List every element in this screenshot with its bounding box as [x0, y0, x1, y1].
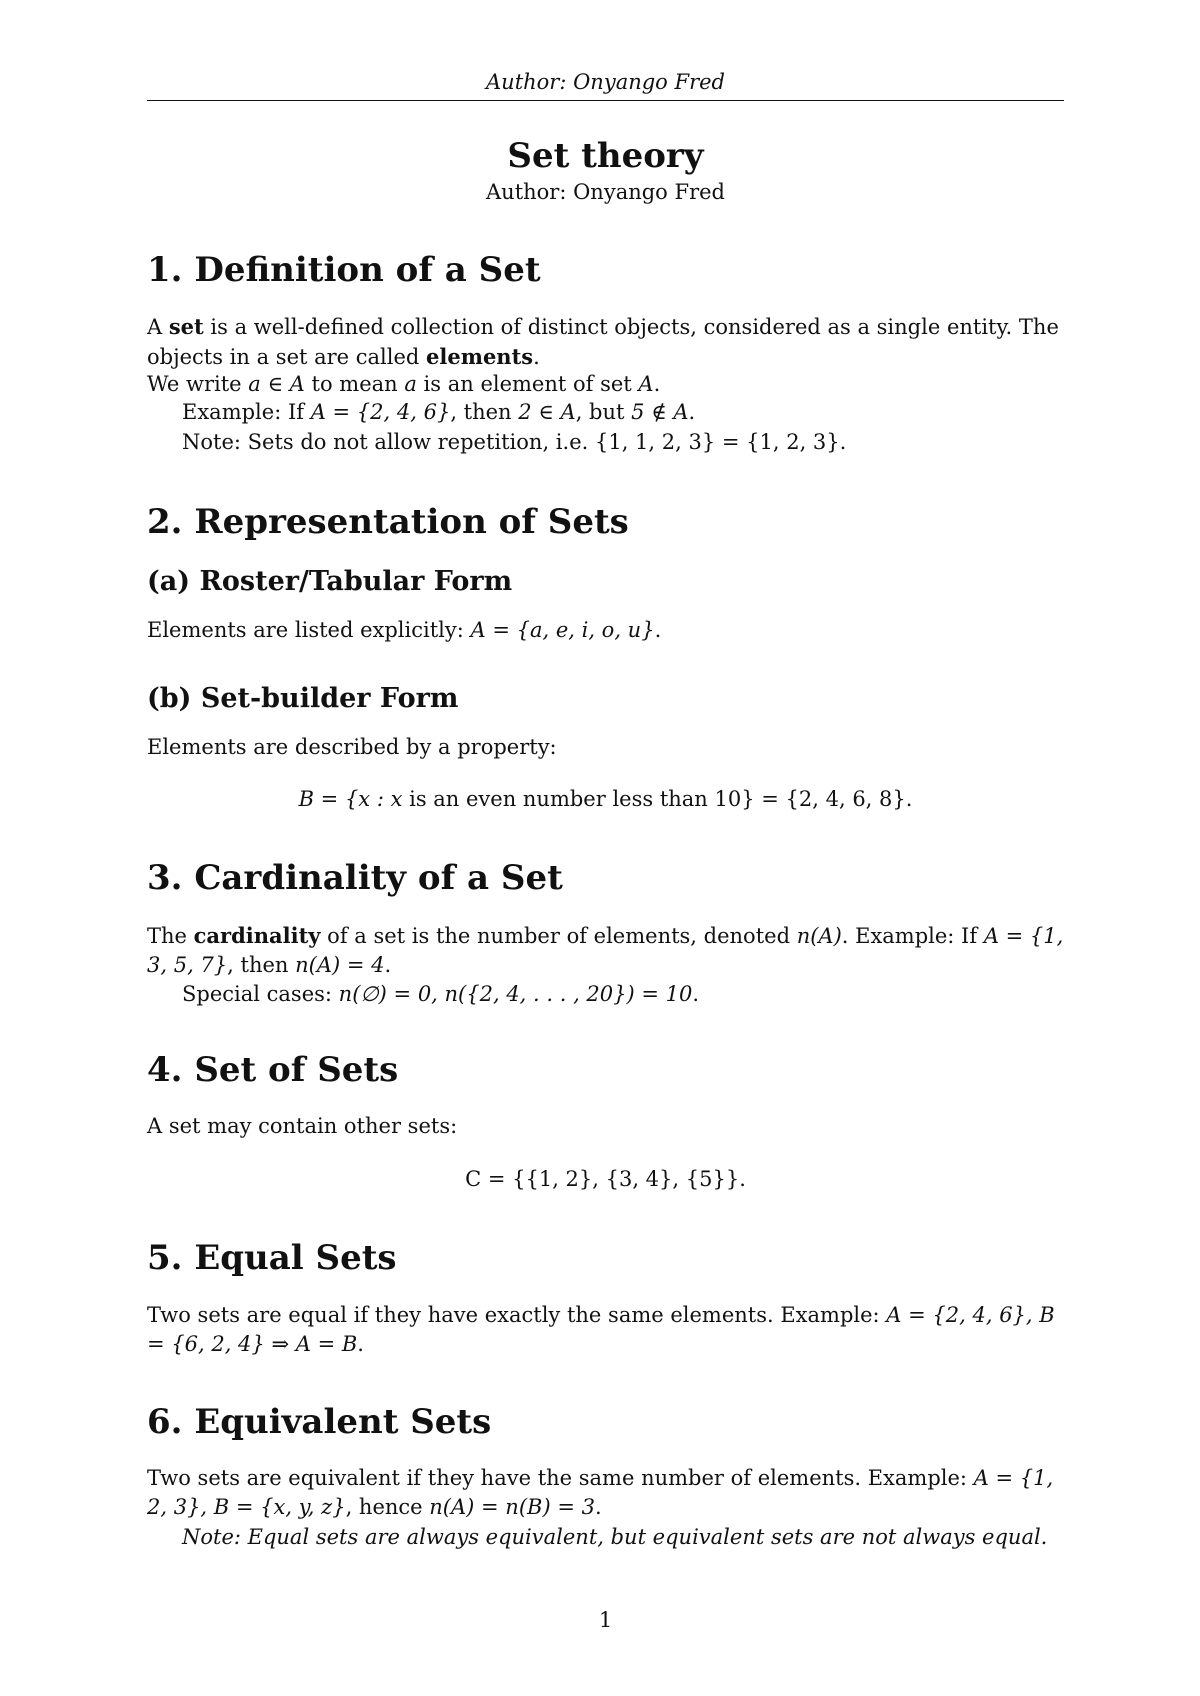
- page-number: 1: [598, 1608, 613, 1632]
- set-of-sets-display-equation: C = {{1, 2}, {3, 4}, {5}}.: [465, 1167, 746, 1191]
- cardinality-definition: The cardinality of a set is the number of elements, denoted n(A). Example: If A = {1, 3, 5, 7}, then n(A) = 4.: [147, 923, 1064, 977]
- set-of-sets-description: A set may contain other sets:: [147, 1114, 458, 1138]
- section-2-heading: 2. Representation of Sets: [147, 502, 629, 542]
- equivalent-sets-description: Two sets are equivalent if they have the same number of elements. Example: A = {1, 2, 3}, B = {x, y, z}, hence n(A) = n(B) = 3.: [147, 1466, 1054, 1519]
- section-6-heading: 6. Equivalent Sets: [147, 1402, 492, 1442]
- equal-sets-description: Two sets are equal if they have exactly the same elements. Example: A = {2, 4, 6}, B = {6, 2, 4} ⇒ A = B.: [147, 1303, 1055, 1356]
- header-rule: [147, 100, 1064, 101]
- section-1-definition: A set is a well-defined collection of distinct objects, considered as a single entity. The objects in a set are called elements.: [147, 314, 1059, 369]
- running-head: Author: Onyango Fred: [486, 70, 725, 94]
- section-5-heading: 5. Equal Sets: [147, 1238, 397, 1278]
- equivalent-sets-note: Note: Equal sets are always equivalent, but equivalent sets are not always equal.: [182, 1525, 1048, 1549]
- cardinality-special-cases: Special cases: n(∅) = 0, n({2, 4, . . . , 20}) = 10.: [182, 982, 700, 1006]
- set-builder-description: Elements are described by a property:: [147, 735, 557, 759]
- section-1-note: Note: Sets do not allow repetition, i.e. {1, 1, 2, 3} = {1, 2, 3}.: [182, 430, 847, 454]
- section-1-heading: 1. Definition of a Set: [147, 250, 541, 290]
- document-author: Author: Onyango Fred: [486, 180, 725, 204]
- subsection-set-builder-heading: (b) Set-builder Form: [147, 683, 459, 714]
- section-1-example: Example: If A = {2, 4, 6}, then 2 ∈ A, but 5 ∉ A.: [182, 400, 696, 424]
- section-1-notation: We write a ∈ A to mean a is an element of set A.: [147, 372, 661, 396]
- subsection-roster-heading: (a) Roster/Tabular Form: [147, 566, 513, 597]
- section-4-heading: 4. Set of Sets: [147, 1050, 399, 1090]
- section-3-heading: 3. Cardinality of a Set: [147, 858, 563, 898]
- set-builder-display-equation: B = {x : x is an even number less than 10} = {2, 4, 6, 8}.: [298, 787, 913, 811]
- roster-description: Elements are listed explicitly: A = {a, e, i, o, u}.: [147, 618, 662, 642]
- document-title: Set theory: [507, 136, 704, 176]
